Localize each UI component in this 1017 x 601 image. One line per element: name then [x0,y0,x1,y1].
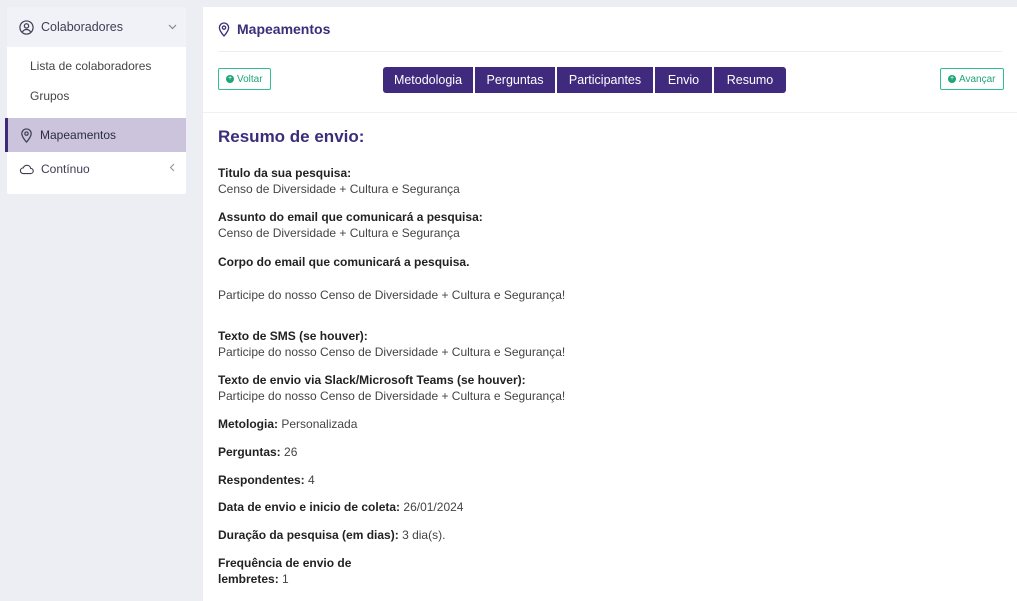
step-tabs [383,67,786,93]
map-pin-icon [218,22,230,37]
chevron-left-icon[interactable] [158,163,186,175]
field-send-date [218,500,463,514]
sidebar-bottom-label: Contínuo [41,162,90,176]
toolbar-divider [203,112,1017,113]
field-email-body-label [218,255,469,269]
field-reminder-line2 [218,572,351,586]
field-methodology [218,417,357,431]
field-value: 3 dia(s). [402,528,446,542]
field-value: 26/01/2024 [403,500,464,514]
field-value: 4 [308,473,315,487]
field-label: Metologia: [218,417,278,431]
field-reminder [218,556,351,586]
field-value: Participe do nosso Censo de Diversidade + Cultura e Segurança! [218,288,566,302]
map-pin-icon [20,128,33,143]
tab-envio[interactable]: Envio [655,67,712,93]
sidebar-item-lista-colaboradores[interactable]: Lista de colaboradores [30,59,152,73]
field-value: 1 [282,572,289,586]
page-header [218,21,330,37]
tab-metodologia[interactable]: Metodologia [383,67,473,93]
field-label: Duração da pesquisa (em dias): [218,528,399,542]
field-slack [218,373,565,403]
header-divider [218,51,1002,52]
field-respondents [218,473,315,487]
field-value: Personalizada [281,417,358,431]
sidebar-item-mapeamentos[interactable] [5,118,186,152]
field-label: Corpo do email que comunicará a pesquisa. [218,255,470,269]
sidebar-group-colaboradores[interactable] [7,7,186,47]
field-sms [218,329,565,359]
tab-resumo[interactable]: Resumo [714,67,786,93]
page-title: Mapeamentos [237,21,331,37]
sidebar [7,7,186,194]
field-label: Assunto do email que comunicará a pesquisa: [218,210,483,224]
field-questions [218,445,297,459]
next-button-label: Avançar [959,73,996,85]
field-value: Participe do nosso Censo de Diversidade + Cultura e Segurança! [218,389,566,403]
cloud-icon [19,163,34,175]
section-title: Resumo de envio: [218,127,365,146]
field-value: 26 [284,445,298,459]
plus-circle-icon: + [949,75,955,82]
field-label: Texto de envio via Slack/Microsoft Teams (se houver): [218,373,526,387]
sidebar-active-label: Mapeamentos [40,128,117,142]
field-value: Censo de Diversidade + Cultura e Segurança [218,226,460,240]
field-value: Censo de Diversidade + Cultura e Segurança [218,182,460,196]
sidebar-item-grupos[interactable]: Grupos [30,89,70,103]
sidebar-item-continuo[interactable] [7,152,186,186]
tab-perguntas[interactable]: Perguntas [475,67,555,93]
field-label: Frequência de envio de [218,556,352,570]
sidebar-group-label: Colaboradores [41,20,123,34]
field-label: Respondentes: [218,473,305,487]
field-duration [218,528,445,542]
next-button[interactable] [940,68,1004,90]
field-email-subject [218,210,483,240]
field-value: Participe do nosso Censo de Diversidade + Cultura e Segurança! [218,345,566,359]
chevron-down-icon[interactable] [158,22,186,33]
field-label: Texto de SMS (se houver): [218,329,368,343]
back-button[interactable] [218,68,271,90]
field-label: lembretes: [218,572,279,586]
main-panel [203,7,1017,601]
plus-circle-icon: + [227,75,233,82]
field-label: Perguntas: [218,445,281,459]
back-button-label: Voltar [237,73,263,85]
user-circle-icon [19,20,34,35]
field-survey-title [218,166,460,196]
field-email-body-value [218,286,565,302]
field-label: Titulo da sua pesquisa: [218,166,352,180]
tab-participantes[interactable]: Participantes [557,67,653,93]
field-label: Data de envio e inicio de coleta: [218,500,401,514]
